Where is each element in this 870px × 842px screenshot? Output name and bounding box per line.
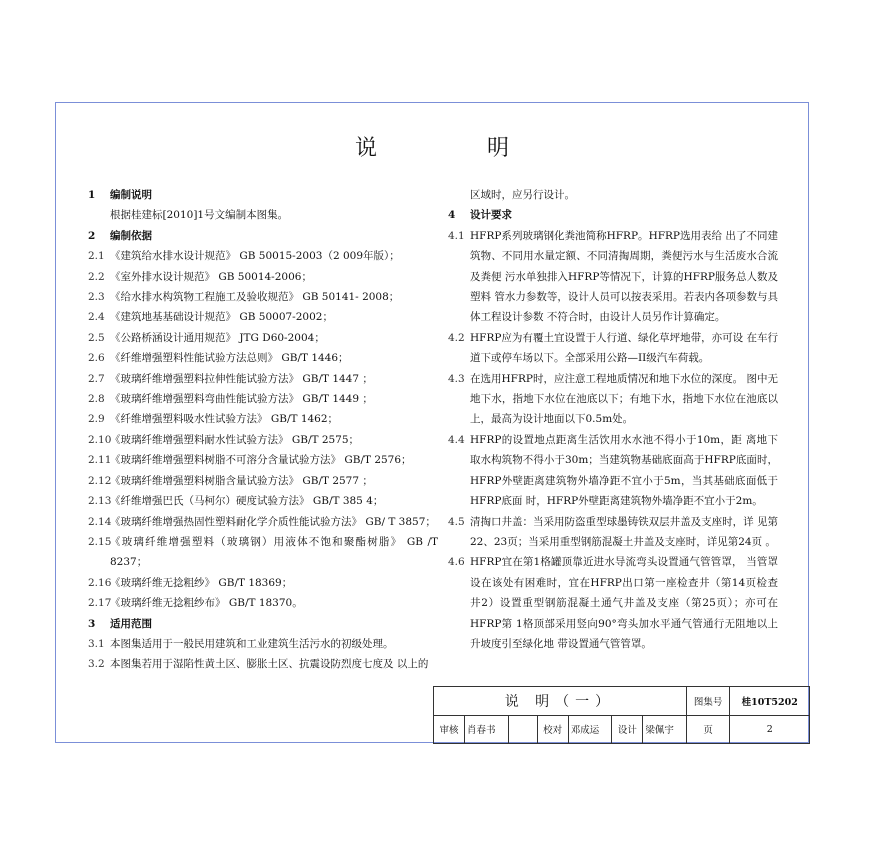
item-text: 《给水排水构筑物工程施工及验收规范》 GB 50141- 2008； <box>110 291 400 304</box>
item-number: 2.17 <box>88 597 112 610</box>
section-1-text: 根据桂建标[2010]1号文编制本图集。 <box>110 209 289 222</box>
section-number: 3 <box>88 617 96 630</box>
reference-item <box>88 573 438 593</box>
reference-item <box>88 532 438 573</box>
item-number: 2.13 <box>88 495 112 508</box>
reference-item <box>88 267 438 287</box>
item-text: 在选用HFRP时，应注意工程地质情况和地下水位的深度。 图中无地下水，指地下水位在池底以下；有地下水，指地下水位在池底以 上，最高为设计地面以下0.5m处。 <box>470 372 778 426</box>
item-text: 《玻璃纤维增强塑料弯曲性能试验方法》 GB/T 1449 ； <box>110 393 373 406</box>
reference-item <box>88 287 438 307</box>
item-number: 3.1 <box>88 637 105 650</box>
section-number: 2 <box>88 229 96 242</box>
item-text: 《玻璃纤维增强塑料树脂不可溶分含量试验方法》 GB/T 2576； <box>110 454 412 467</box>
requirement-item <box>448 226 778 328</box>
item-text: HFRP应为有覆土宜设置于人行道、绿化草坪地带，亦可设 在车行道下或停车场以下。全部采用公路—II级汽车荷载。 <box>470 331 778 365</box>
right-column <box>448 185 778 654</box>
sheet-title: 说 明（一） <box>434 687 686 715</box>
item-number: 2.5 <box>88 331 105 344</box>
item-number: 2.12 <box>88 474 112 487</box>
continued-text: 区域时，应另行设计。 <box>470 189 575 201</box>
signature-cell <box>508 715 537 744</box>
reference-item <box>88 450 438 470</box>
requirement-item <box>448 369 778 430</box>
item-text: 本图集适用于一般民用建筑和工业建筑生活污水的初级处理。 <box>110 637 394 650</box>
item-number: 4.4 <box>448 433 465 446</box>
review-name: 肖春书 <box>465 715 509 744</box>
check-name: 邓成运 <box>568 715 612 744</box>
item-number: 2.11 <box>88 454 112 467</box>
section-title: 编制依据 <box>110 229 152 242</box>
requirement-item <box>448 430 778 512</box>
item-number: 2.6 <box>88 352 105 365</box>
item-text: 《建筑地基基础设计规范》 GB 50007-2002； <box>110 311 333 324</box>
item-text: 《纤维增强塑料性能试验方法总则》 GB/T 1446； <box>110 352 349 365</box>
section-number: 1 <box>88 189 96 201</box>
item-text: 《玻璃纤维增强塑料树脂含量试验方法》 GB/T 2577 ； <box>110 474 373 487</box>
item-number: 2.14 <box>88 515 112 528</box>
section-heading-3 <box>88 614 438 634</box>
reference-item <box>88 348 438 368</box>
item-number: 2.4 <box>88 311 105 324</box>
atlas-label: 图集号 <box>686 687 730 715</box>
reference-item <box>88 389 438 409</box>
reference-list <box>88 246 438 613</box>
check-label: 校对 <box>537 715 568 744</box>
atlas-number: 桂10T5202 <box>730 687 810 715</box>
page-title: 说 明 <box>354 136 553 161</box>
scope-item <box>88 654 438 674</box>
item-text: 《玻璃纤维增强塑料拉伸性能试验方法》 GB/T 1447 ； <box>110 372 373 385</box>
reference-item <box>88 307 438 327</box>
item-number: 2.1 <box>88 250 105 263</box>
item-text: 清掏口井盖：当采用防盗重型球墨铸铁双层井盖及支座时，详 见第22、23页；当采用重型钢筋混凝土井盖及支座时，详见第24页 。 <box>470 515 778 548</box>
requirement-item <box>448 552 778 654</box>
section-heading-4 <box>448 205 778 225</box>
item-text: 《公路桥涵设计通用规范》 JTG D60-2004； <box>110 331 325 344</box>
item-number: 2.8 <box>88 393 105 406</box>
item-number: 2.10 <box>88 433 112 446</box>
left-column <box>88 185 438 675</box>
section-number: 4 <box>448 209 456 222</box>
item-number: 2.7 <box>88 372 105 385</box>
item-text: 《玻璃纤维增强塑料耐水性试验方法》 GB/T 2575； <box>110 433 360 446</box>
item-number: 4.2 <box>448 331 465 344</box>
reference-item <box>88 512 438 532</box>
item-number: 2.15 <box>88 535 112 548</box>
reference-item <box>88 246 438 266</box>
item-number: 4.5 <box>448 515 465 528</box>
item-number: 2.16 <box>88 576 112 589</box>
item-text: 《纤维增强塑料吸水性试验方法》 GB/T 1462； <box>110 413 339 426</box>
item-text: 《建筑给水排水设计规范》 GB 50015-2003（2 009年版）； <box>110 250 400 263</box>
reference-item <box>88 430 438 450</box>
item-number: 3.2 <box>88 658 105 671</box>
scope-item <box>88 634 438 654</box>
section-title: 编制说明 <box>110 189 152 201</box>
requirement-item <box>448 328 778 369</box>
reference-item <box>88 328 438 348</box>
item-text: 《玻璃纤维增强热固性塑料耐化学介质性能试验方法》 GB/ T 3857； <box>110 515 436 528</box>
item-number: 2.3 <box>88 291 105 304</box>
section-heading-2 <box>88 226 438 246</box>
reference-item <box>88 409 438 429</box>
item-text: 《纤维增强巴氏（马柯尔）硬度试验方法》 GB/T 385 4； <box>110 495 384 508</box>
page-number: 2 <box>730 715 810 744</box>
item-number: 4.1 <box>448 229 465 242</box>
item-number: 2.9 <box>88 413 105 426</box>
design-name: 梁佩宇 <box>643 715 687 744</box>
section-title: 设计要求 <box>470 209 512 222</box>
section-title: 适用范围 <box>110 617 152 630</box>
item-text: 本图集若用于湿陷性黄土区、膨胀土区、抗震设防烈度七度及 以上的 <box>110 658 429 671</box>
reference-item <box>88 491 438 511</box>
drawing-sheet <box>55 102 809 743</box>
section-heading-1 <box>88 185 438 205</box>
title-block <box>433 686 810 744</box>
item-text: 《室外排水设计规范》 GB 50014-2006； <box>110 270 312 283</box>
page-label: 页 <box>686 715 730 744</box>
requirement-list <box>448 226 778 655</box>
design-label: 设计 <box>612 715 643 744</box>
reference-item <box>88 369 438 389</box>
scope-list <box>88 634 438 675</box>
item-number: 4.6 <box>448 556 465 569</box>
item-text: HFRP系列玻璃钢化粪池简称HFRP。HFRP选用表给 出了不同建筑物、不同用水量定额、不同清掏周期，粪便污水与生活废水合流及粪便 污水单独排入HFRP等情况下，计算的HFRP服务总人数及塑料 管水力参数等，设计人员可以按表采用。若表内各项参数与具体工程设计参数 不符合时，由设计人员另作计算确定。 <box>470 229 778 324</box>
review-label: 审核 <box>434 715 465 744</box>
item-text: HFRP宜在第1格罐顶靠近进水导流弯头设置通气管管罩， 当管罩设在该处有困难时，宜在HFRP出口第一座检查井（第14页检查 井2）设置重型钢筋混凝土通气井盖及支座（第25页）；亦可在HFRP第 1格顶部采用竖向90°弯头加水平通气管通行无阻地以上升坡度引至绿化地 带设置通气管管罩。 <box>470 556 778 650</box>
requirement-item <box>448 512 778 553</box>
item-text: HFRP的设置地点距离生活饮用水水池不得小于10m，距 离地下取水构筑物不得小于30m；当建筑物基础底面高于HFRP底面时， HFRP外壁距离建筑物外墙净距不宜小于5m，当其基础底面低于HFRP底面 时，HFRP外壁距离建筑物外墙净距不宜小于2m。 <box>470 433 778 508</box>
item-text: 《玻璃纤维无捻粗纱》 GB/T 18369； <box>110 576 293 589</box>
reference-item <box>88 471 438 491</box>
item-number: 4.3 <box>448 372 465 385</box>
reference-item <box>88 593 438 613</box>
item-text: 《玻璃纤维无捻粗纱布》 GB/T 18370。 <box>110 597 303 610</box>
item-number: 2.2 <box>88 270 105 283</box>
item-text: 《玻璃纤维增强塑料（玻璃钢）用液体不饱和聚酯树脂》 GB /T 8237； <box>110 535 438 569</box>
